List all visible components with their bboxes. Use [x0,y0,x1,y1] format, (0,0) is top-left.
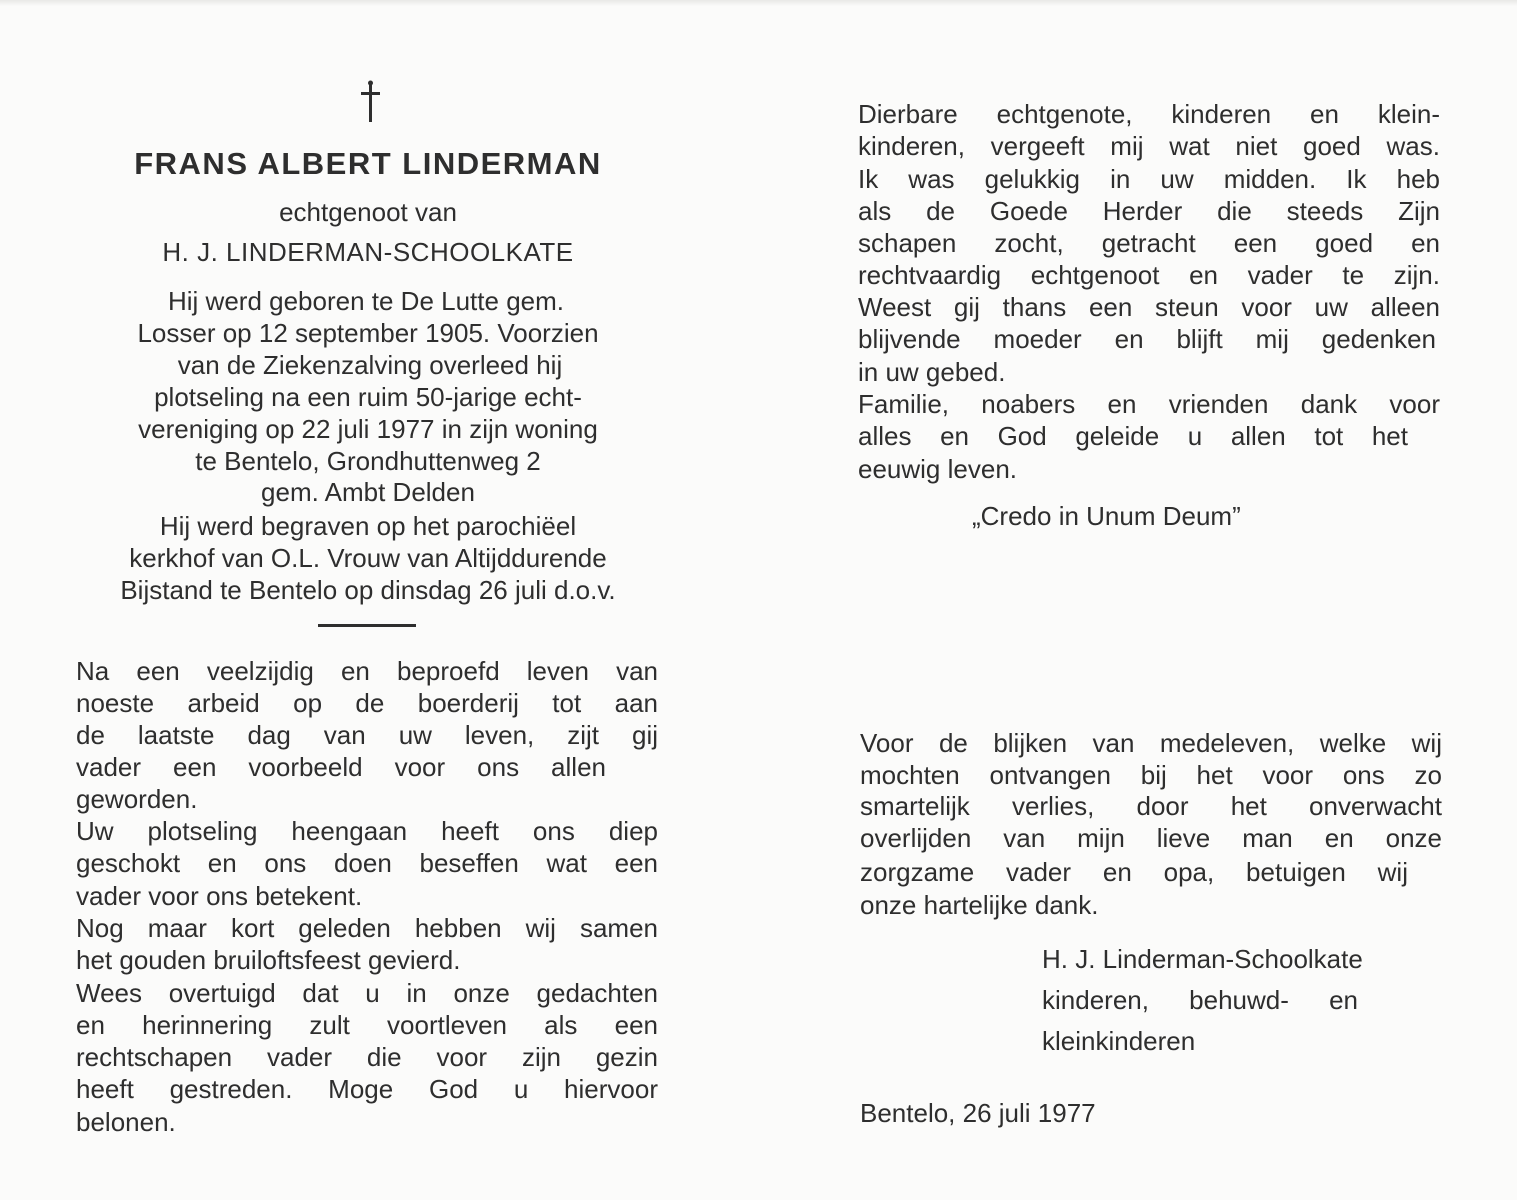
deceased-name: FRANS ALBERT LINDERMAN [134,146,602,181]
text-line: rechtschapen vader die voor zijn gezin [76,1042,658,1072]
bio-line: vereniging op 22 juli 1977 in zijn woning [138,414,598,444]
text-line: alles en God geleide u allen tot het [858,421,1408,451]
thanks-line: onze hartelijke dank. [860,890,1099,920]
text-line: vader een voorbeeld voor ons allen [76,752,606,782]
thanks-line: Voor de blijken van medeleven, welke wij [860,728,1442,758]
thanks-line: overlijden van mijn lieve man en onze [860,823,1442,853]
text-line: in uw gebed. [858,357,1006,387]
bio-line: Bijstand te Bentelo op dinsdag 26 juli d.o.v. [120,575,616,605]
cross-icon [356,80,386,124]
text-line: blijvende moeder en blijft mij gedenken [858,324,1436,354]
text-line: en herinnering zult voortleven als een [76,1010,658,1040]
text-line: belonen. [76,1107,176,1137]
bio-line: gem. Ambt Delden [261,477,475,507]
text-line: rechtvaardig echtgenoot en vader te zijn. [858,260,1440,290]
divider [318,624,416,627]
text-line: Nog maar kort geleden hebben wij samen [76,913,658,943]
text-line: heeft gestreden. Moge God u hiervoor [76,1074,658,1104]
text-line: Na een veelzijdig en beproefd leven van [76,656,658,686]
signature-line: kinderen, behuwd- en [1042,985,1358,1015]
thanks-line: zorgzame vader en opa, betuigen wij [860,857,1408,887]
bio-line: Losser op 12 september 1905. Voorzien [137,318,599,348]
bio-line: Hij werd geboren te De Lutte gem. [168,286,564,316]
text-line: geworden. [76,784,198,814]
text-line: Dierbare echtgenote, kinderen en klein- [858,99,1440,129]
bio-line: kerkhof van O.L. Vrouw van Altijddurende [129,543,607,573]
paper-edge [0,0,1517,6]
spouse-name: H. J. LINDERMAN-SCHOOLKATE [162,237,574,267]
text-line: als de Goede Herder die steeds Zijn [858,196,1440,226]
thanks-line: mochten ontvangen bij het voor ons zo [860,760,1442,790]
bio-line: Hij werd begraven op het parochiëel [159,511,577,541]
bio-line: van de Ziekenzalving overleed hij [177,350,563,380]
text-line: kinderen, vergeeft mij wat niet goed was. [858,131,1440,161]
text-line: Uw plotseling heengaan heeft ons diep [76,816,658,846]
text-line: het gouden bruiloftsfeest gevierd. [76,945,461,975]
text-line: vader voor ons betekent. [76,881,363,911]
text-line: eeuwig leven. [858,454,1017,484]
text-line: Ik was gelukkig in uw midden. Ik heb [858,164,1440,194]
motto: „Credo in Unum Deum” [972,501,1241,531]
bio-line: plotseling na een ruim 50-jarige echt- [154,382,582,412]
text-line: de laatste dag van uw leven, zijt gij [76,720,658,750]
text-line: noeste arbeid op de boerderij tot aan [76,688,658,718]
thanks-line: smartelijk verlies, door het onverwacht [860,791,1442,821]
signature-line: H. J. Linderman-Schoolkate [1042,944,1363,974]
text-line: Wees overtuigd dat u in onze gedachten [76,978,658,1008]
bio-line: te Bentelo, Grondhuttenweg 2 [195,446,541,476]
text-line: Familie, noabers en vrienden dank voor [858,389,1440,419]
text-line: Weest gij thans een steun voor uw alleen [858,292,1440,322]
place-date: Bentelo, 26 juli 1977 [860,1098,1096,1128]
text-line: schapen zocht, getracht een goed en [858,228,1440,258]
text-line: geschokt en ons doen beseffen wat een [76,848,658,878]
signature-line: kleinkinderen [1042,1026,1196,1056]
spouse-label: echtgenoot van [279,197,457,227]
